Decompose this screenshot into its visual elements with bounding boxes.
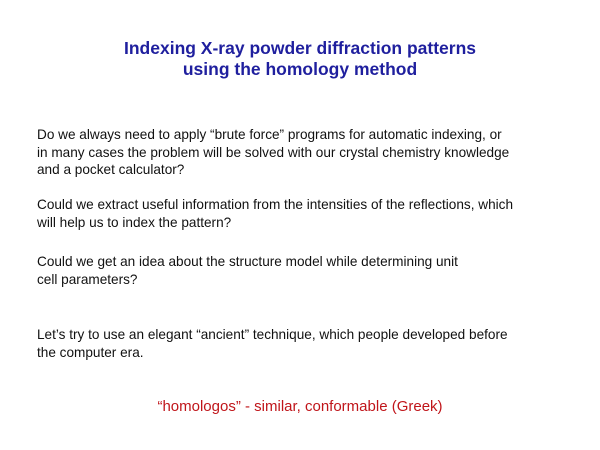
slide-title	[0, 38, 600, 80]
paragraph-line: Do we always need to apply “brute force” programs for automatic indexing, or	[37, 127, 502, 142]
paragraph-line: the computer era.	[37, 344, 144, 360]
paragraph-brute-force	[37, 126, 577, 179]
paragraph-line: will help us to index the pattern?	[37, 214, 232, 230]
paragraph-line: cell parameters?	[37, 271, 138, 287]
paragraph-line: Could we extract useful information from the intensities of the reflections, which	[37, 197, 514, 212]
paragraph-line: Could we get an idea about the structure model while determining unit	[37, 254, 458, 269]
paragraph-ancient-technique	[37, 326, 577, 361]
paragraph-structure-model	[37, 253, 577, 288]
greek-definition-quote: “homologos” - similar, conformable (Greek)	[157, 398, 443, 415]
paragraph-line: and a pocket calculator?	[37, 162, 185, 177]
paragraph-line: in many cases the problem will be solved with our crystal chemistry knowledge	[37, 144, 510, 160]
slide-title-line-2: using the homology method	[182, 59, 418, 79]
paragraph-line: Let’s try to use an elegant “ancient” technique, which people developed before	[37, 327, 508, 342]
paragraph-intensities	[37, 196, 577, 231]
slide-title-line-1: Indexing X-ray powder diffraction patterns	[124, 38, 476, 58]
